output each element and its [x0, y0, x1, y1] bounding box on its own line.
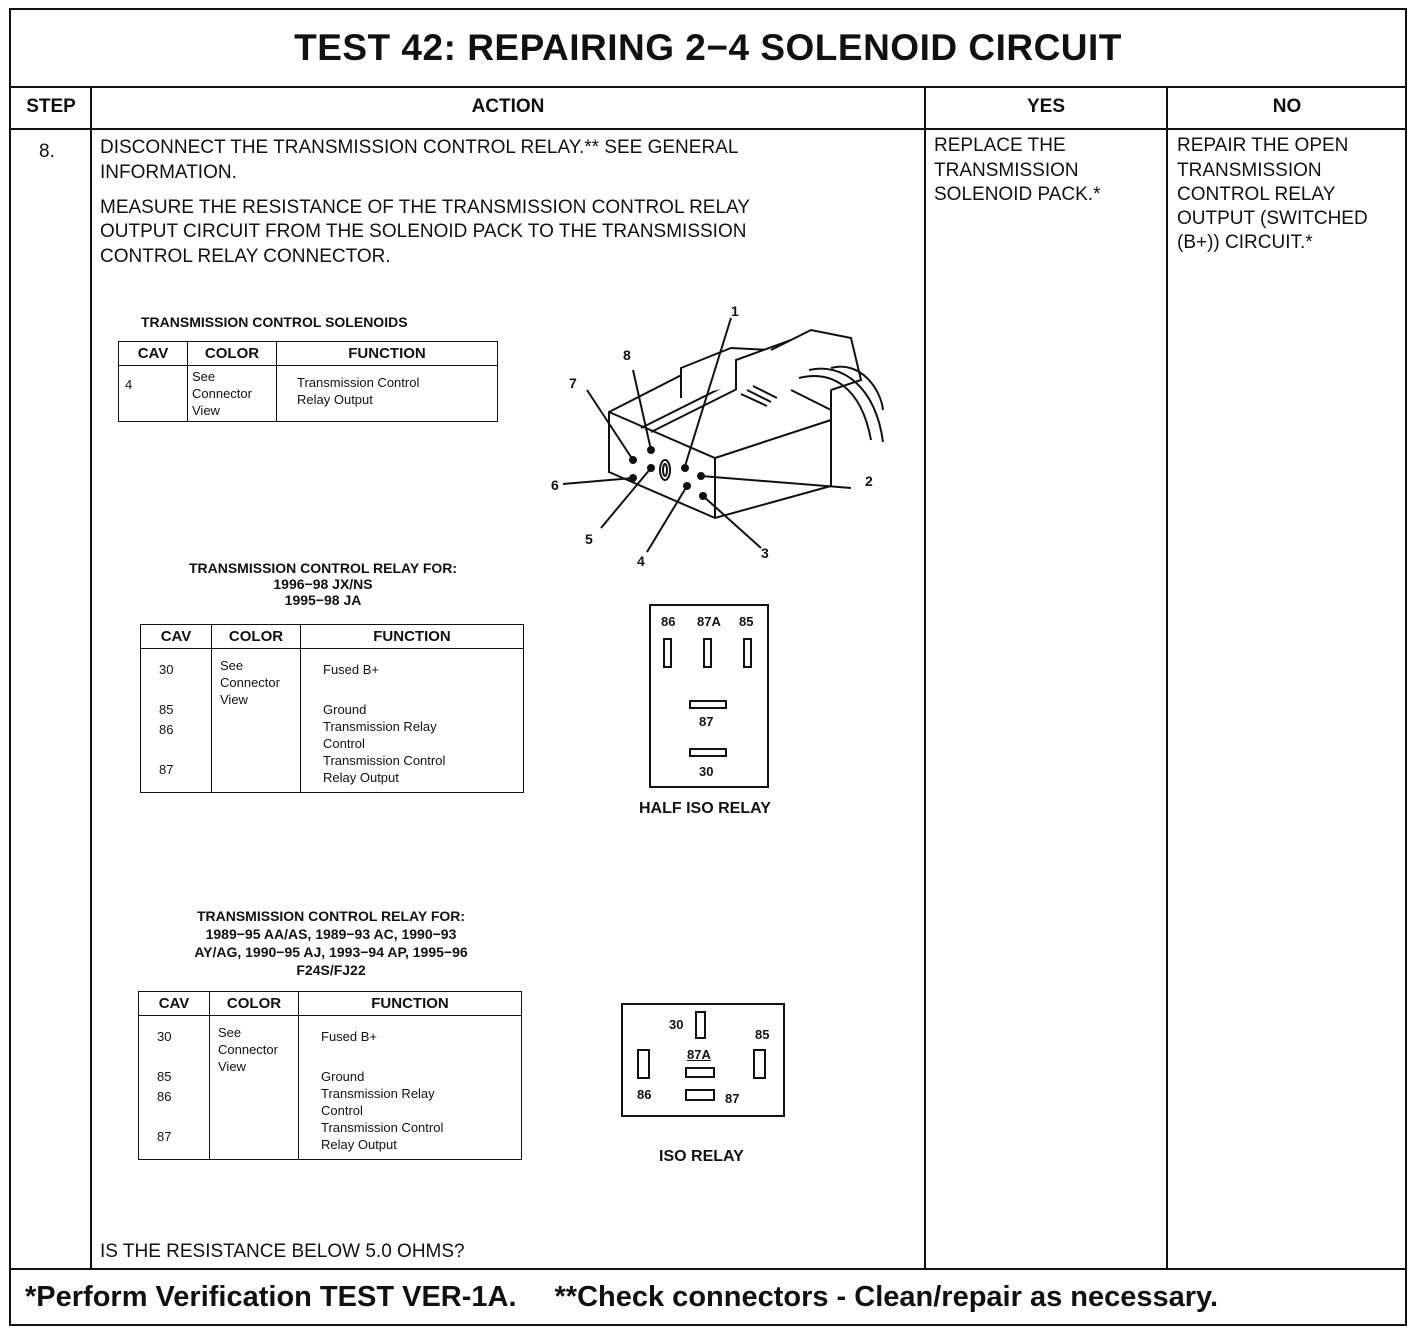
color-cell: View: [218, 1059, 246, 1074]
column-header: FUNCTION: [299, 992, 522, 1016]
relay-table-half-iso: [140, 624, 524, 793]
caption-line: TRANSMISSION CONTROL RELAY FOR:: [196, 908, 466, 924]
no-line: OUTPUT (SWITCHED: [1177, 208, 1368, 229]
solenoid-connector-diagram: [531, 290, 891, 569]
caption-line: 1995−98 JA: [284, 592, 362, 608]
header-yes: YES: [925, 86, 1167, 130]
action-line: INFORMATION.: [100, 162, 237, 183]
function-cell: Relay Output: [321, 1137, 397, 1152]
footer-notes: [11, 1270, 1405, 1324]
pin-label: 85: [739, 614, 754, 629]
no-line: REPAIR THE OPEN: [1177, 135, 1349, 156]
step-number: 8.: [39, 141, 55, 162]
relay-terminal: [689, 700, 727, 709]
cav-cell: 4: [119, 366, 188, 422]
test-sheet: [9, 8, 1407, 1326]
function-cell: Relay Output: [297, 392, 373, 407]
pin-label: 86: [661, 614, 676, 629]
cav-cell: 30: [157, 1029, 172, 1044]
relay-terminal: [685, 1067, 715, 1078]
pin-label: 86: [637, 1087, 652, 1102]
pin-label: 85: [755, 1027, 770, 1042]
relay-terminal: [703, 638, 712, 668]
cav-cell: 87: [159, 762, 174, 777]
yes-line: REPLACE THE: [934, 135, 1066, 156]
footer-note: *Perform Verification TEST VER-1A.: [25, 1280, 517, 1313]
table-row: [139, 1016, 522, 1160]
pin-label: 8: [623, 347, 631, 363]
no-line: (B+)) CIRCUIT.*: [1177, 232, 1313, 253]
divider: [924, 86, 926, 1270]
cav-cell: 86: [159, 722, 174, 737]
relay-terminal: [695, 1011, 706, 1039]
pin-label: 3: [761, 545, 769, 561]
action-line: DISCONNECT THE TRANSMISSION CONTROL RELAY.** SEE GENERAL: [100, 137, 739, 158]
action-line: OUTPUT CIRCUIT FROM THE SOLENOID PACK TO THE TRANSMISSION: [100, 221, 747, 242]
no-line: TRANSMISSION: [1177, 160, 1322, 181]
color-cell: View: [192, 403, 220, 418]
relay-terminal: [689, 748, 727, 757]
pin-label: 87: [699, 714, 714, 729]
action-question: IS THE RESISTANCE BELOW 5.0 OHMS?: [100, 1241, 465, 1262]
function-cell: Ground: [323, 702, 367, 717]
table-row: [119, 366, 498, 422]
cav-cell: 86: [157, 1089, 172, 1104]
relay-table-iso: [138, 991, 522, 1160]
no-line: CONTROL RELAY: [1177, 184, 1336, 205]
action-line: MEASURE THE RESISTANCE OF THE TRANSMISSION CONTROL RELAY: [100, 197, 750, 218]
action-line: CONTROL RELAY CONNECTOR.: [100, 246, 391, 267]
column-header: CAV: [141, 625, 212, 649]
caption-line: TRANSMISSION CONTROL RELAY FOR:: [188, 560, 458, 576]
function-cell: Control: [321, 1103, 363, 1118]
function-cell: Control: [323, 736, 365, 751]
table-caption: [131, 560, 515, 608]
color-cell: View: [220, 692, 248, 707]
solenoid-table: [118, 341, 498, 422]
caption-line: AY/AG, 1990−95 AJ, 1993−94 AP, 1995−96: [194, 944, 468, 960]
pin-label: 87: [725, 1091, 740, 1106]
table-caption: [151, 907, 511, 979]
pin-label: 6: [551, 477, 559, 493]
relay-terminal: [663, 638, 672, 668]
column-header: CAV: [119, 342, 188, 366]
function-cell: Fused B+: [321, 1029, 378, 1044]
header-step: STEP: [11, 86, 91, 130]
pin-label: 7: [569, 375, 577, 391]
pin-label: 30: [699, 764, 714, 779]
header-action: ACTION: [91, 86, 925, 130]
pin-label: 4: [637, 553, 645, 569]
relay-terminal: [753, 1049, 766, 1079]
footer-note: **Check connectors - Clean/repair as necessary.: [554, 1280, 1219, 1313]
color-cell: Connector: [220, 675, 280, 690]
function-cell: Relay Output: [323, 770, 399, 785]
divider: [1166, 86, 1168, 1270]
color-cell: See: [220, 658, 244, 673]
function-cell: Transmission Relay: [321, 1086, 435, 1101]
relay-caption: HALF ISO RELAY: [639, 800, 771, 817]
pin-label: 5: [585, 531, 593, 547]
cav-cell: 30: [159, 662, 174, 677]
yes-line: SOLENOID PACK.*: [934, 184, 1101, 205]
header-no: NO: [1167, 86, 1407, 130]
color-cell: Connector: [192, 386, 252, 401]
column-header: COLOR: [212, 625, 301, 649]
page-title: TEST 42: REPAIRING 2−4 SOLENOID CIRCUIT: [11, 10, 1405, 88]
iso-relay-diagram: [621, 1003, 785, 1117]
function-cell: Transmission Relay: [323, 719, 437, 734]
function-cell: Transmission Control: [297, 375, 420, 390]
column-header: FUNCTION: [301, 625, 524, 649]
relay-caption: ISO RELAY: [659, 1148, 744, 1165]
relay-terminal: [637, 1049, 650, 1079]
column-header: COLOR: [188, 342, 277, 366]
function-cell: Transmission Control: [323, 753, 446, 768]
pin-label: 87A: [687, 1047, 711, 1062]
color-cell: See: [218, 1025, 242, 1040]
pin-label: 30: [669, 1017, 684, 1032]
color-cell: See: [192, 369, 216, 384]
column-header: FUNCTION: [277, 342, 498, 366]
pin-label: 1: [731, 303, 739, 319]
column-header: CAV: [139, 992, 210, 1016]
divider: [90, 86, 92, 1270]
function-cell: Transmission Control: [321, 1120, 444, 1135]
pin-label: 2: [865, 473, 873, 489]
color-cell: Connector: [218, 1042, 278, 1057]
cav-cell: 85: [157, 1069, 172, 1084]
half-iso-relay-diagram: [649, 604, 769, 788]
function-cell: Ground: [321, 1069, 365, 1084]
caption-line: F24S/FJ22: [296, 962, 366, 978]
caption-line: 1996−98 JX/NS: [273, 576, 373, 592]
cav-cell: 87: [157, 1129, 172, 1144]
table-row: [141, 649, 524, 793]
table-caption: TRANSMISSION CONTROL SOLENOIDS: [141, 314, 408, 330]
cav-cell: 85: [159, 702, 174, 717]
relay-terminal: [743, 638, 752, 668]
column-header: COLOR: [210, 992, 299, 1016]
relay-terminal: [685, 1089, 715, 1101]
yes-line: TRANSMISSION: [934, 160, 1079, 181]
pin-label: 87A: [697, 614, 721, 629]
caption-line: 1989−95 AA/AS, 1989−93 AC, 1990−93: [205, 926, 457, 942]
function-cell: Fused B+: [323, 662, 380, 677]
